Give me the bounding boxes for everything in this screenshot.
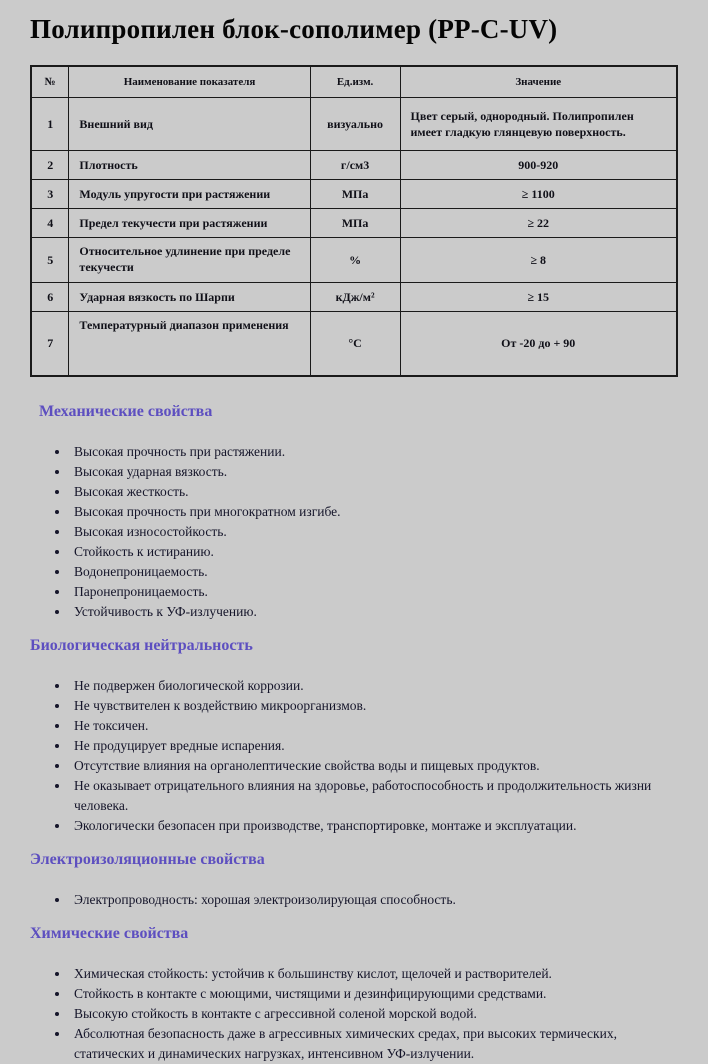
- bullet-item: • Стойкость в контакте с моющими, чистящими и дезинфицирующими средствами.: [70, 984, 678, 1004]
- header-number: №: [31, 66, 69, 98]
- spec-table-body: [31, 98, 677, 377]
- bullet-list: [30, 964, 678, 1064]
- table-cell-name: Ударная вязкость по Шарпи: [69, 283, 310, 312]
- table-row: [31, 238, 677, 283]
- sections: [30, 403, 678, 1064]
- table-cell-num: 6: [31, 283, 69, 312]
- bullet-item: • Высокая износостойкость.: [70, 522, 678, 542]
- table-cell-name: Модуль упругости при растяжении: [69, 180, 310, 209]
- bullet-item: • Абсолютная безопасность даже в агрессивных химических средах, при высоких термических, статических и динамических нагрузках, интенсивном УФ-излучении.: [70, 1024, 678, 1064]
- bullet-item: • Отсутствие влияния на органолептические свойства воды и пищевых продуктов.: [70, 756, 678, 776]
- bullet-item: • Паронепроницаемость.: [70, 582, 678, 602]
- table-cell-value: ≥ 15: [400, 283, 677, 312]
- section-heading: Механические свойства: [39, 403, 213, 420]
- table-cell-value: ≥ 8: [400, 238, 677, 283]
- table-row: [31, 151, 677, 180]
- property-section: [30, 403, 678, 622]
- table-cell-num: 4: [31, 209, 69, 238]
- bullet-item: • Высокую стойкость в контакте с агрессивной соленой морской водой.: [70, 1004, 678, 1024]
- table-cell-unit: визуально: [310, 98, 400, 151]
- bullet-list: [30, 442, 678, 622]
- table-cell-value: ≥ 22: [400, 209, 677, 238]
- table-row: [31, 283, 677, 312]
- property-section: [30, 851, 678, 910]
- section-heading: Химические свойства: [30, 925, 189, 942]
- property-section: [30, 637, 678, 836]
- bullet-item: • Высокая прочность при многократном изгибе.: [70, 502, 678, 522]
- bullet-item: • Не токсичен.: [70, 716, 678, 736]
- table-cell-unit: °С: [310, 312, 400, 377]
- table-cell-num: 5: [31, 238, 69, 283]
- table-cell-num: 7: [31, 312, 69, 377]
- header-value: Значение: [400, 66, 677, 98]
- bullet-item: • Стойкость к истиранию.: [70, 542, 678, 562]
- table-header-row: [31, 66, 677, 98]
- bullet-item: • Не чувствителен к воздействию микроорганизмов.: [70, 696, 678, 716]
- table-cell-value: 900-920: [400, 151, 677, 180]
- bullet-item: • Устойчивость к УФ-излучению.: [70, 602, 678, 622]
- table-cell-name: Внешний вид: [69, 98, 310, 151]
- bullet-item: • Не продуцирует вредные испарения.: [70, 736, 678, 756]
- table-row: [31, 180, 677, 209]
- properties-table: [30, 65, 678, 377]
- bullet-item: • Высокая прочность при растяжении.: [70, 442, 678, 462]
- bullet-item: • Высокая жесткость.: [70, 482, 678, 502]
- table-cell-name: Температурный диапазон применения: [69, 312, 310, 377]
- table-cell-num: 1: [31, 98, 69, 151]
- table-cell-value: Цвет серый, однородный. Полипропилен имеет гладкую глянцевую поверхность.: [400, 98, 677, 151]
- header-parameter-name: Наименование показателя: [69, 66, 310, 98]
- table-cell-name: Относительное удлинение при пределе текучести: [69, 238, 310, 283]
- table-cell-value: От -20 до + 90: [400, 312, 677, 377]
- table-cell-unit: %: [310, 238, 400, 283]
- bullet-item: • Электропроводность: хорошая электроизолирующая способность.: [70, 890, 678, 910]
- bullet-item: • Не оказывает отрицательного влияния на здоровье, работоспособность и продолжительность жизни человека.: [70, 776, 678, 816]
- table-cell-unit: МПа: [310, 209, 400, 238]
- table-cell-unit: МПа: [310, 180, 400, 209]
- table-cell-value: ≥ 1100: [400, 180, 677, 209]
- table-cell-name: Плотность: [69, 151, 310, 180]
- bullet-item: • Не подвержен биологической коррозии.: [70, 676, 678, 696]
- table-cell-name: Предел текучести при растяжении: [69, 209, 310, 238]
- property-section: [30, 925, 678, 1064]
- table-cell-unit: кДж/м²: [310, 283, 400, 312]
- table-row: [31, 312, 677, 377]
- section-heading: Электроизоляционные свойства: [30, 851, 265, 868]
- table-cell-unit: г/см3: [310, 151, 400, 180]
- table-row: [31, 98, 677, 151]
- header-unit: Ед.изм.: [310, 66, 400, 98]
- table-cell-num: 2: [31, 151, 69, 180]
- table-row: [31, 209, 677, 238]
- bullet-item: • Химическая стойкость: устойчив к большинству кислот, щелочей и растворителей.: [70, 964, 678, 984]
- page-title: Полипропилен блок-сополимер (PP-C-UV): [30, 14, 558, 44]
- section-heading: Биологическая нейтральность: [30, 637, 253, 654]
- bullet-list: [30, 890, 678, 910]
- bullet-item: • Экологически безопасен при производстве, транспортировке, монтаже и эксплуатации.: [70, 816, 678, 836]
- table-cell-num: 3: [31, 180, 69, 209]
- bullet-item: • Водонепроницаемость.: [70, 562, 678, 582]
- bullet-item: • Высокая ударная вязкость.: [70, 462, 678, 482]
- bullet-list: [30, 676, 678, 836]
